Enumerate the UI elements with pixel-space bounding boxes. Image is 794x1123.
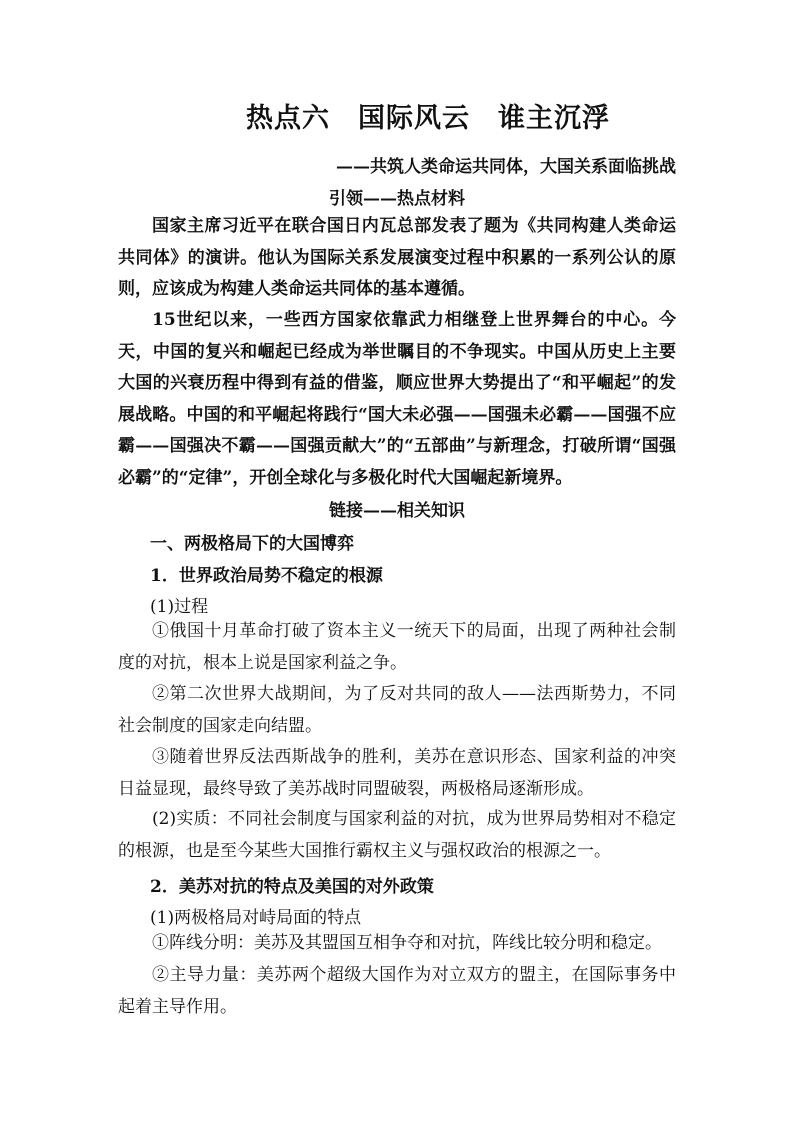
item-2-point-2: ②主导力量：美苏两个超级大国作为对立双方的盟主，在国际事务中起着主导作用。 (118, 965, 676, 1017)
section-heading-materials: 引领——热点材料 (329, 189, 465, 209)
item-2-subheading: (1)两极格局对峙局面的特点 (150, 908, 362, 928)
item-2-point-1: ①阵线分明：美苏及其盟国互相争夺和对抗，阵线比较分明和稳定。 (152, 933, 662, 953)
section-heading-knowledge: 链接——相关知识 (329, 501, 465, 521)
material-paragraph-1: 国家主席习近平在联合国日内瓦总部发表了题为《共同构建人类命运共同体》的演讲。他认为国际关系发展演变过程中积累的一系列公认的原则，应该成为构建人类命运共同体的基本遵循。 (118, 216, 676, 299)
item-1-point-3: ③随着世界反法西斯战争的胜利，美苏在意识形态、国家利益的冲突日益显现，最终导致了美苏战时同盟破裂，两极格局逐渐形成。 (118, 747, 676, 799)
item-1-heading: 1．世界政治局势不稳定的根源 (150, 566, 383, 586)
page-subtitle: ——共筑人类命运共同体，大国关系面临挑战 (336, 157, 676, 177)
item-1-essence: (2)实质：不同社会制度与国家利益的对抗，成为世界局势相对不稳定的根源，也是至今某些大国推行霸权主义与强权政治的根源之一。 (118, 809, 676, 861)
item-1-point-2: ②第二次世界大战期间，为了反对共同的敌人——法西斯势力，不同社会制度的国家走向结盟。 (118, 684, 676, 736)
item-1-point-1: ①俄国十月革命打破了资本主义一统天下的局面，出现了两种社会制度的对抗，根本上说是国家利益之争。 (118, 621, 676, 673)
item-2-heading: 2．美苏对抗的特点及美国的对外政策 (150, 877, 434, 897)
page-title: 热点六 国际风云 谁主沉浮 (246, 103, 610, 134)
item-1-subheading: (1)过程 (150, 597, 209, 617)
part-one-heading: 一、两极格局下的大国博弈 (150, 534, 354, 554)
material-paragraph-2: 15世纪以来，一些西方国家依靠武力相继登上世界舞台的中心。今天，中国的复兴和崛起已经成为举世瞩目的不争现实。中国从历史上主要大国的兴衰历程中得到有益的借鉴，顺应世界大势提出了“和平崛起”的发展战略。中国的和平崛起将践行“国大未必强——国强未必霸——国强不应霸——国强决不霸——国强贡献大”的“五部曲”与新理念，打破所谓“国强必霸”的“定律”，开创全球化与多极化时代大国崛起新境界。 (118, 310, 676, 488)
